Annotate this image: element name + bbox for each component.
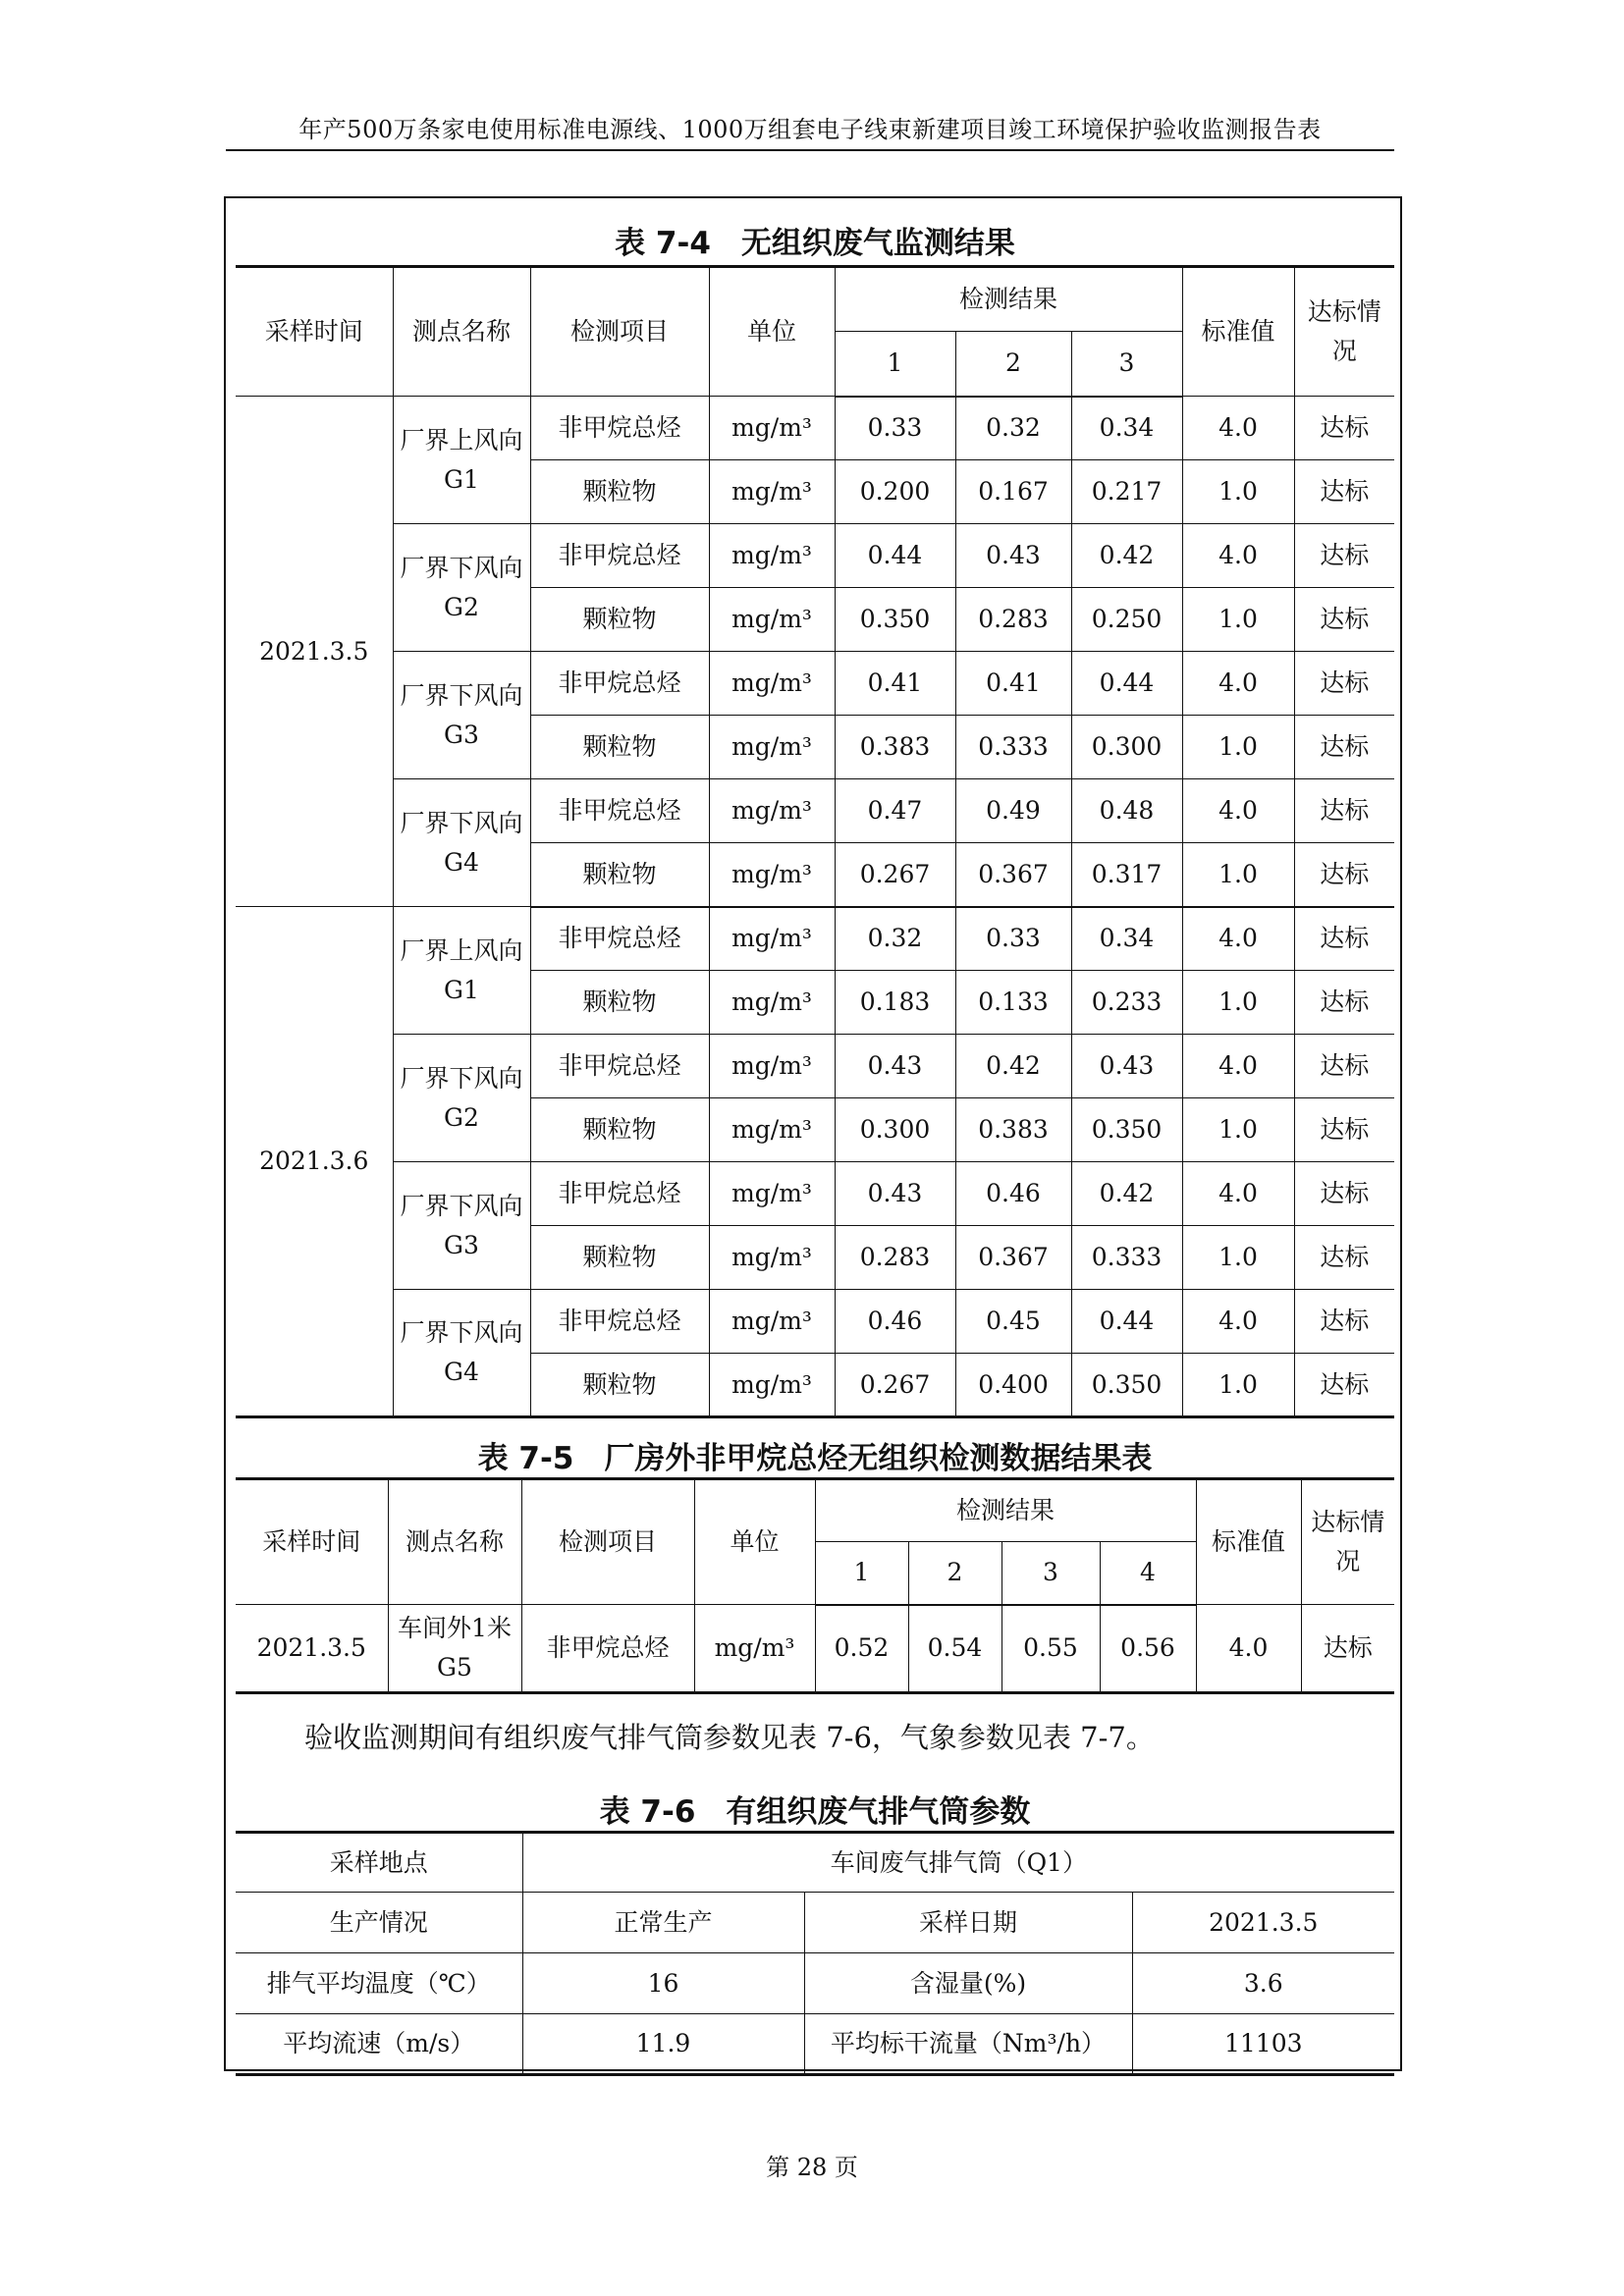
compliance: 达标 (1294, 1290, 1394, 1354)
standard-value: 4.0 (1182, 907, 1294, 971)
temperature-value: 16 (522, 1953, 804, 2014)
unit: mg/m³ (709, 1226, 835, 1290)
sample-date: 2021.3.5 (236, 397, 393, 907)
value-1: 0.200 (835, 460, 955, 524)
unit: mg/m³ (709, 1162, 835, 1226)
compliance: 达标 (1294, 652, 1394, 716)
value-2: 0.167 (955, 460, 1071, 524)
unit: mg/m³ (709, 588, 835, 652)
site-label: 采样地点 (236, 1833, 522, 1893)
value-2: 0.283 (955, 588, 1071, 652)
compliance: 达标 (1294, 971, 1394, 1035)
header-r4: 4 (1100, 1542, 1196, 1605)
table-row (236, 779, 1394, 843)
item: 非甲烷总烃 (521, 1605, 694, 1693)
header-item: 检测项目 (530, 267, 709, 397)
standard-value: 4.0 (1182, 779, 1294, 843)
value-2: 0.42 (955, 1035, 1071, 1098)
header-r2: 2 (908, 1542, 1001, 1605)
body-paragraph: 验收监测期间有组织废气排气筒参数见表 7-6，气象参数见表 7-7。 (304, 1721, 1155, 1754)
item: 颗粒物 (530, 1354, 709, 1417)
compliance: 达标 (1294, 716, 1394, 779)
report-header: 年产500万条家电使用标准电源线、1000万组套电子线束新建项目竣工环境保护验收监测报告表 (298, 116, 1322, 143)
value-3: 0.44 (1071, 652, 1182, 716)
table-7-5 (236, 1477, 1394, 1694)
header-r2: 2 (955, 332, 1071, 397)
header-sample-time: 采样时间 (236, 1479, 388, 1605)
item: 非甲烷总烃 (530, 907, 709, 971)
standard-value: 1.0 (1182, 588, 1294, 652)
standard-value: 1.0 (1182, 1226, 1294, 1290)
standard-value: 1.0 (1182, 843, 1294, 907)
standard-value: 4.0 (1182, 524, 1294, 588)
standard-value: 1.0 (1182, 971, 1294, 1035)
value-3: 0.333 (1071, 1226, 1182, 1290)
item: 非甲烷总烃 (530, 524, 709, 588)
value-2: 0.383 (955, 1098, 1071, 1162)
header-standard: 标准值 (1196, 1479, 1301, 1605)
production-label: 生产情况 (236, 1893, 522, 1953)
item: 颗粒物 (530, 716, 709, 779)
table-row (236, 397, 1394, 460)
value-3: 0.44 (1071, 1290, 1182, 1354)
value-2: 0.367 (955, 843, 1071, 907)
standard-value: 4.0 (1182, 1035, 1294, 1098)
value-1: 0.267 (835, 1354, 955, 1417)
point-name: 厂界上风向 G1 (393, 397, 530, 524)
item: 非甲烷总烃 (530, 779, 709, 843)
page-number: 第 28 页 (766, 2154, 858, 2181)
header-sample-time: 采样时间 (236, 267, 393, 397)
point-name: 厂界下风向 G4 (393, 1290, 530, 1417)
value-1: 0.267 (835, 843, 955, 907)
point-name: 厂界下风向 G3 (393, 652, 530, 779)
item: 非甲烷总烃 (530, 1290, 709, 1354)
value-3: 0.350 (1071, 1098, 1182, 1162)
table-row (236, 652, 1394, 716)
header-r3: 3 (1001, 1542, 1100, 1605)
unit: mg/m³ (709, 779, 835, 843)
value-2: 0.33 (955, 907, 1071, 971)
item: 非甲烷总烃 (530, 1162, 709, 1226)
unit: mg/m³ (709, 652, 835, 716)
value-1: 0.33 (835, 397, 955, 460)
value-3: 0.217 (1071, 460, 1182, 524)
header-point: 测点名称 (393, 267, 530, 397)
table-row (236, 1290, 1394, 1354)
standard-value: 4.0 (1196, 1605, 1301, 1693)
table-7-5-caption: 表 7-5 厂房外非甲烷总烃无组织检测数据结果表 (477, 1441, 1153, 1476)
value-1: 0.43 (835, 1035, 955, 1098)
point-name: 厂界下风向 G4 (393, 779, 530, 907)
temperature-label: 排气平均温度（℃） (236, 1953, 522, 2014)
standard-value: 1.0 (1182, 1098, 1294, 1162)
table-7-4 (236, 265, 1394, 1418)
point-name: 厂界上风向 G1 (393, 907, 530, 1035)
value-2: 0.333 (955, 716, 1071, 779)
value-1: 0.183 (835, 971, 955, 1035)
velocity-value: 11.9 (522, 2014, 804, 2075)
header-unit: 单位 (694, 1479, 815, 1605)
table-7-6-caption: 表 7-6 有组织废气排气筒参数 (599, 1794, 1031, 1830)
table-row (236, 1605, 1394, 1693)
sample-date: 2021.3.6 (236, 907, 393, 1417)
value-3: 0.300 (1071, 716, 1182, 779)
value-3: 0.250 (1071, 588, 1182, 652)
point-name: 厂界下风向 G2 (393, 524, 530, 652)
value-2: 0.41 (955, 652, 1071, 716)
compliance: 达标 (1294, 843, 1394, 907)
header-compliance: 达标情况 (1294, 267, 1394, 397)
value-2: 0.133 (955, 971, 1071, 1035)
value-2: 0.49 (955, 779, 1071, 843)
standard-value: 1.0 (1182, 460, 1294, 524)
value-2: 0.32 (955, 397, 1071, 460)
unit: mg/m³ (709, 1035, 835, 1098)
table-row (236, 907, 1394, 971)
header-unit: 单位 (709, 267, 835, 397)
compliance: 达标 (1294, 524, 1394, 588)
item: 颗粒物 (530, 843, 709, 907)
header-standard: 标准值 (1182, 267, 1294, 397)
item: 颗粒物 (530, 971, 709, 1035)
compliance: 达标 (1294, 588, 1394, 652)
header-r3: 3 (1071, 332, 1182, 397)
header-r1: 1 (815, 1542, 908, 1605)
table-row (236, 524, 1394, 588)
humidity-value: 3.6 (1132, 1953, 1394, 2014)
site-value: 车间废气排气筒（Q1） (522, 1833, 1394, 1893)
value-1: 0.46 (835, 1290, 955, 1354)
value-2: 0.54 (908, 1605, 1001, 1693)
unit: mg/m³ (709, 397, 835, 460)
value-3: 0.48 (1071, 779, 1182, 843)
compliance: 达标 (1294, 907, 1394, 971)
item: 非甲烷总烃 (530, 652, 709, 716)
value-1: 0.52 (815, 1605, 908, 1693)
unit: mg/m³ (709, 843, 835, 907)
flow-value: 11103 (1132, 2014, 1394, 2075)
velocity-label: 平均流速（m/s） (236, 2014, 522, 2075)
value-3: 0.42 (1071, 524, 1182, 588)
unit: mg/m³ (709, 1098, 835, 1162)
date-label: 采样日期 (804, 1893, 1132, 1953)
compliance: 达标 (1294, 1354, 1394, 1417)
humidity-label: 含湿量(%) (804, 1953, 1132, 2014)
value-3: 0.34 (1071, 397, 1182, 460)
header-results: 检测结果 (835, 267, 1182, 332)
date-value: 2021.3.5 (1132, 1893, 1394, 1953)
value-3: 0.350 (1071, 1354, 1182, 1417)
unit: mg/m³ (709, 716, 835, 779)
item: 颗粒物 (530, 1226, 709, 1290)
compliance: 达标 (1294, 1035, 1394, 1098)
compliance: 达标 (1301, 1605, 1394, 1693)
header-r1: 1 (835, 332, 955, 397)
value-2: 0.367 (955, 1226, 1071, 1290)
header-point: 测点名称 (388, 1479, 521, 1605)
item: 颗粒物 (530, 588, 709, 652)
point-name: 厂界下风向 G2 (393, 1035, 530, 1162)
value-1: 0.350 (835, 588, 955, 652)
value-3: 0.43 (1071, 1035, 1182, 1098)
value-1: 0.43 (835, 1162, 955, 1226)
item: 颗粒物 (530, 460, 709, 524)
point-name: 厂界下风向 G3 (393, 1162, 530, 1290)
value-3: 0.317 (1071, 843, 1182, 907)
value-2: 0.400 (955, 1354, 1071, 1417)
unit: mg/m³ (709, 460, 835, 524)
value-1: 0.283 (835, 1226, 955, 1290)
item: 非甲烷总烃 (530, 397, 709, 460)
unit: mg/m³ (709, 1290, 835, 1354)
unit: mg/m³ (709, 971, 835, 1035)
standard-value: 1.0 (1182, 716, 1294, 779)
compliance: 达标 (1294, 1098, 1394, 1162)
header-rule (226, 149, 1394, 151)
header-results: 检测结果 (815, 1479, 1196, 1542)
compliance: 达标 (1294, 1226, 1394, 1290)
unit: mg/m³ (709, 907, 835, 971)
value-1: 0.300 (835, 1098, 955, 1162)
value-1: 0.383 (835, 716, 955, 779)
value-1: 0.32 (835, 907, 955, 971)
value-2: 0.45 (955, 1290, 1071, 1354)
table-7-6 (236, 1831, 1394, 2076)
value-2: 0.46 (955, 1162, 1071, 1226)
unit: mg/m³ (709, 524, 835, 588)
table-7-4-caption: 表 7-4 无组织废气监测结果 (615, 226, 1015, 261)
standard-value: 4.0 (1182, 397, 1294, 460)
table-row (236, 1162, 1394, 1226)
unit: mg/m³ (694, 1605, 815, 1693)
value-3: 0.55 (1001, 1605, 1100, 1693)
unit: mg/m³ (709, 1354, 835, 1417)
value-1: 0.47 (835, 779, 955, 843)
value-3: 0.233 (1071, 971, 1182, 1035)
value-1: 0.44 (835, 524, 955, 588)
item: 非甲烷总烃 (530, 1035, 709, 1098)
value-3: 0.42 (1071, 1162, 1182, 1226)
standard-value: 4.0 (1182, 1162, 1294, 1226)
compliance: 达标 (1294, 779, 1394, 843)
standard-value: 1.0 (1182, 1354, 1294, 1417)
value-1: 0.41 (835, 652, 955, 716)
value-3: 0.34 (1071, 907, 1182, 971)
compliance: 达标 (1294, 460, 1394, 524)
value-2: 0.43 (955, 524, 1071, 588)
header-compliance: 达标情况 (1301, 1479, 1394, 1605)
production-value: 正常生产 (522, 1893, 804, 1953)
compliance: 达标 (1294, 1162, 1394, 1226)
item: 颗粒物 (530, 1098, 709, 1162)
compliance: 达标 (1294, 397, 1394, 460)
point-name: 车间外1米 G5 (388, 1605, 521, 1693)
standard-value: 4.0 (1182, 1290, 1294, 1354)
header-item: 检测项目 (521, 1479, 694, 1605)
standard-value: 4.0 (1182, 652, 1294, 716)
value-4: 0.56 (1100, 1605, 1196, 1693)
table-row (236, 1035, 1394, 1098)
flow-label: 平均标干流量（Nm³/h） (804, 2014, 1132, 2075)
sample-date: 2021.3.5 (236, 1605, 388, 1693)
